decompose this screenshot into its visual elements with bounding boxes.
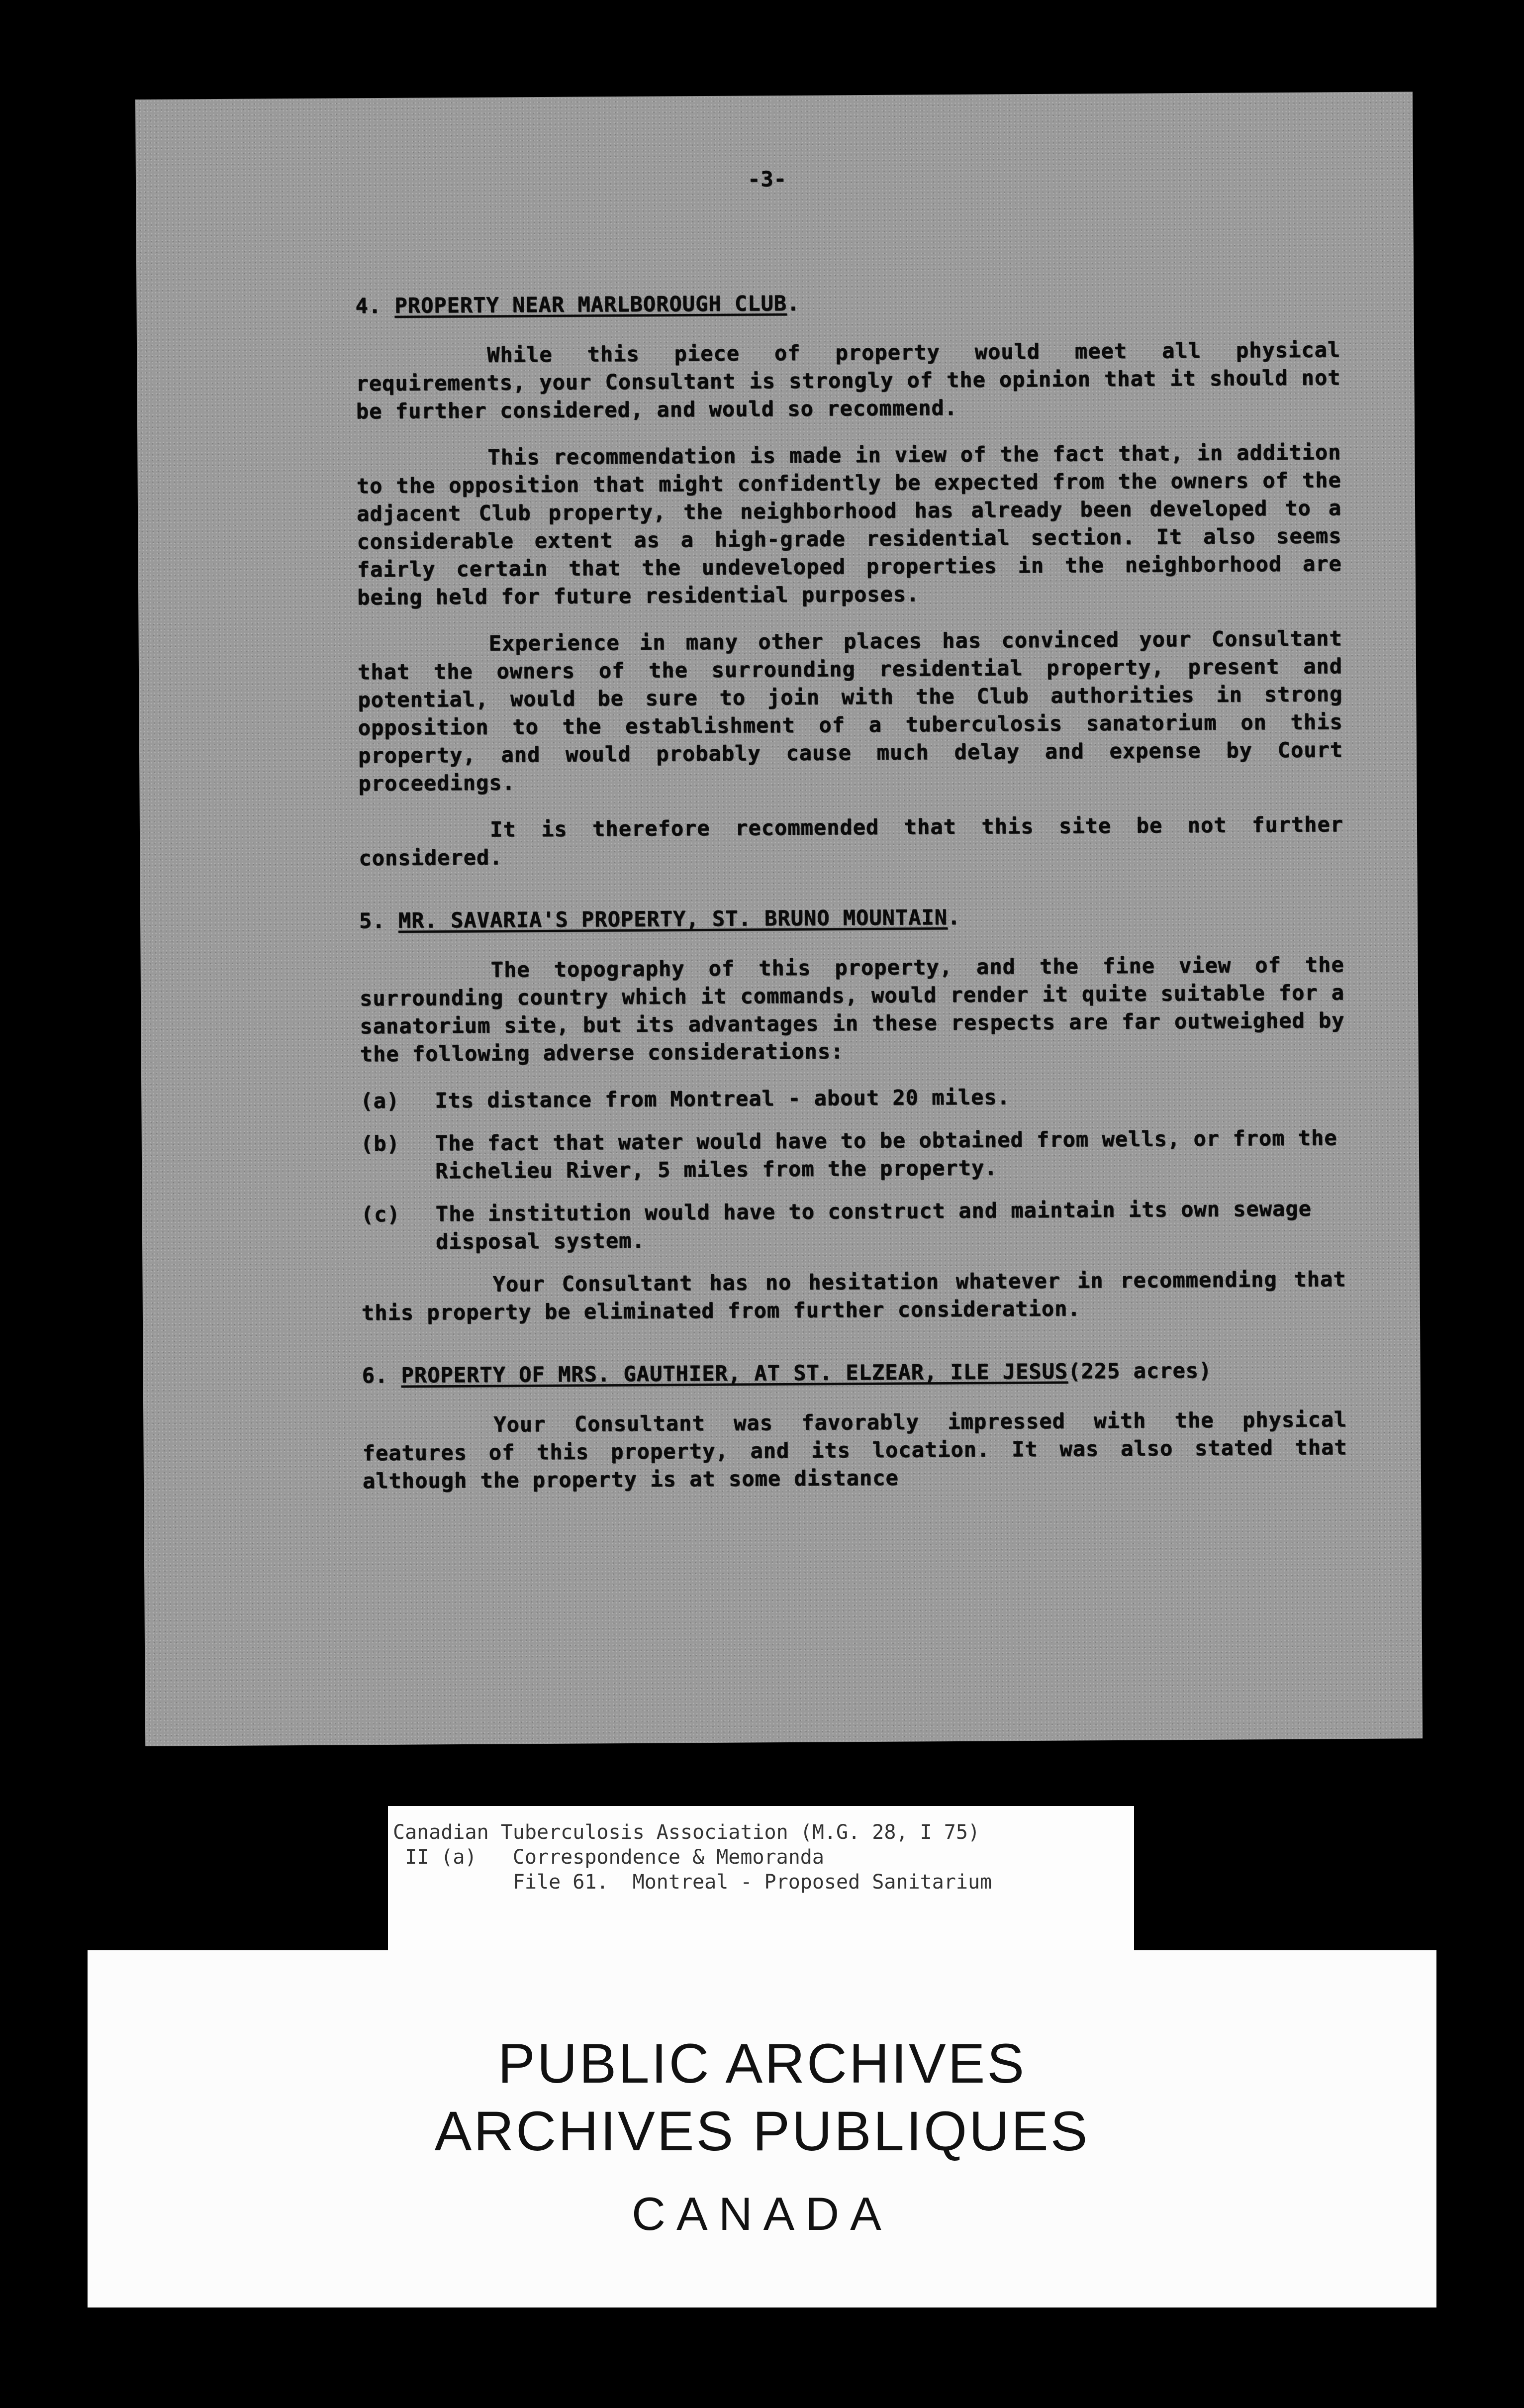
list-item bbox=[361, 1195, 1346, 1256]
paragraph: This recommendation is made in view of the fact that, in addition to the opposition that might confidently be expected from the owners of the adjacent Club property, the neighborhood has already been developed to a considerable extent as a high-grade residential section. It also seems fairly certain that the undeveloped properties in the neighborhood are being held for future residential purposes. bbox=[356, 440, 1342, 610]
section-title: PROPERTY OF MRS. GAUTHIER, AT ST. ELZEAR, ILE JESUS bbox=[401, 1359, 1068, 1388]
list-item bbox=[361, 1124, 1346, 1186]
list-marker: (b) bbox=[360, 1131, 400, 1156]
list-marker: (a) bbox=[360, 1088, 400, 1113]
section-number: 4. bbox=[355, 293, 382, 318]
section-4 bbox=[355, 286, 1343, 872]
list-item-text: The institution would have to construct and maintain its own sewage disposal system. bbox=[435, 1196, 1312, 1254]
paragraph: While this piece of property would meet all physical requirements, your Consultant is strongly of the opinion that it should not be further considered, and would so recommend. bbox=[356, 337, 1341, 424]
list-item-text: Its distance from Montreal - about 20 miles. bbox=[435, 1085, 1011, 1113]
typed-document-page bbox=[135, 92, 1423, 1746]
section-title: MR. SAVARIA'S PROPERTY, ST. BRUNO MOUNTAIN bbox=[398, 905, 948, 933]
archives-stamp bbox=[88, 1950, 1436, 2308]
section-6 bbox=[362, 1356, 1348, 1495]
section-heading bbox=[355, 286, 1340, 320]
citation-line: File 61. Montreal - Proposed Sanitarium bbox=[393, 1871, 992, 1894]
section-title-suffix: (225 acres) bbox=[1067, 1358, 1212, 1384]
paragraph: Experience in many other places has convinced your Consultant that the owners of the surrounding residential property, present and potential, would be sure to join with the Club authorities in strong opposition to the establishment of a tuberculosis sanatorium on this property, and would probably cause much delay and expense by Court proceedings. bbox=[357, 626, 1343, 796]
paragraph: The topography of this property, and the fine view of the surrounding country which it commands, would render it quite suitable for a sanatorium site, but its advantages in these respects are far outweighed by the following adverse considerations: bbox=[359, 952, 1345, 1067]
section-heading bbox=[362, 1356, 1347, 1390]
section-number: 6. bbox=[362, 1363, 388, 1388]
list-item bbox=[360, 1081, 1345, 1115]
section-number: 5. bbox=[359, 908, 385, 933]
page-number: -3- bbox=[747, 167, 787, 192]
section-title-suffix: . bbox=[947, 904, 961, 930]
section-heading bbox=[359, 901, 1344, 935]
section-title-suffix: . bbox=[786, 291, 800, 316]
stamp-line-country: CANADA bbox=[632, 2188, 892, 2240]
section-title: PROPERTY NEAR MARLBOROUGH CLUB bbox=[394, 291, 787, 318]
list-marker: (c) bbox=[361, 1202, 400, 1227]
citation-line: Canadian Tuberculosis Association (M.G. 28, I 75) bbox=[393, 1821, 980, 1844]
paragraph: It is therefore recommended that this site be not further considered. bbox=[359, 812, 1344, 871]
list-item-text: The fact that water would have to be obtained from wells, or from the Richelieu River, 5 miles from the property. bbox=[435, 1125, 1337, 1184]
document-body bbox=[355, 286, 1347, 1530]
section-5 bbox=[359, 901, 1346, 1327]
paragraph: Your Consultant has no hesitation whatever in recommending that this property be eliminated from further consideration. bbox=[361, 1267, 1346, 1325]
citation-label bbox=[388, 1806, 1134, 1955]
paragraph: Your Consultant was favorably impressed with the physical features of this property, and its location. It was also stated that although the property is at some distance bbox=[362, 1407, 1347, 1494]
stamp-line-french: ARCHIVES PUBLIQUES bbox=[434, 2100, 1090, 2162]
stamp-line-english: PUBLIC ARCHIVES bbox=[497, 2032, 1027, 2095]
citation-line: II (a) Correspondence & Memoranda bbox=[393, 1846, 824, 1869]
